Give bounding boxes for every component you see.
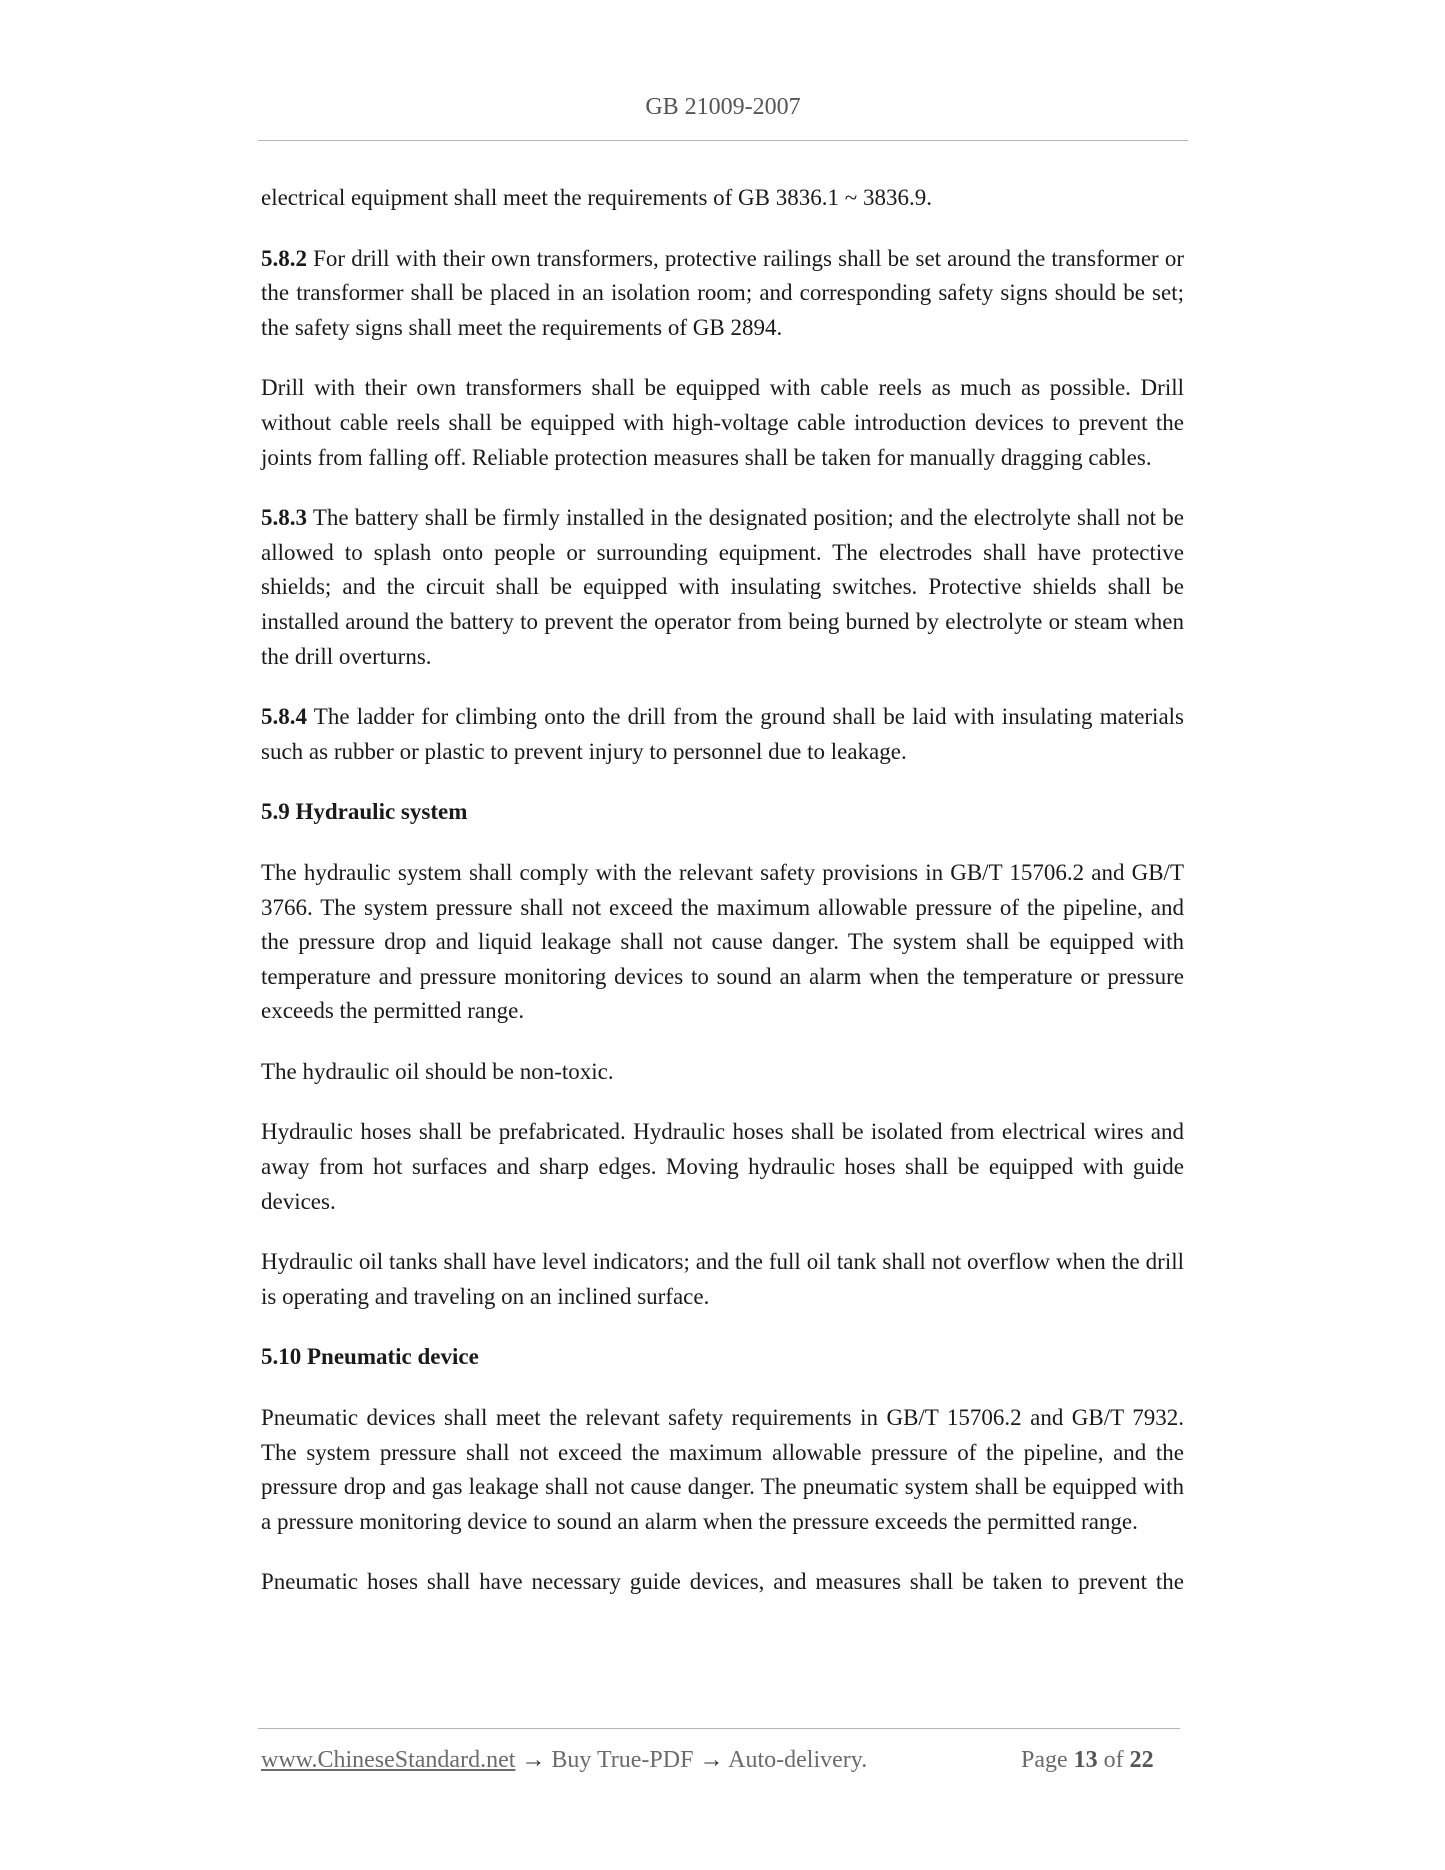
paragraph-hydraulic-oil: The hydraulic oil should be non-toxic.	[261, 1058, 614, 1084]
auto-delivery-text: Auto-delivery.	[728, 1747, 868, 1773]
clause-5-8-3	[261, 501, 1184, 674]
footer-links	[261, 1747, 867, 1774]
paragraph-pneumatic-hoses: Pneumatic hoses shall have necessary guide devices, and measures shall be taken to prevent the	[261, 1569, 1184, 1595]
page-label: Page	[1021, 1747, 1068, 1773]
paragraph-cable-reels: Drill with their own transformers shall be equipped with cable reels as much as possible. Drill without cable reels shall be equipped with high-voltage cable introduction devices to prevent the joints from falling off. Reliable protection measures shall be taken for manually dragging cables.	[261, 375, 1184, 470]
arrow-right-icon: →	[699, 1747, 724, 1773]
header-divider	[258, 140, 1188, 141]
clause-text: The ladder for climbing onto the drill from the ground shall be laid with insulating materials such as rubber or plastic to prevent injury to personnel due to leakage.	[261, 704, 1184, 764]
clause-text: For drill with their own transformers, protective railings shall be set around the transformer or the transformer shall be placed in an isolation room; and corresponding safety signs should be set; the safety signs shall meet the requirements of GB 2894.	[261, 245, 1185, 340]
section-heading-hydraulic-system: 5.9 Hydraulic system	[261, 799, 468, 825]
footer-divider	[258, 1728, 1180, 1729]
page-current: 13	[1073, 1747, 1098, 1773]
document-body	[261, 181, 1184, 1600]
website-link[interactable]: www.ChineseStandard.net	[261, 1747, 516, 1773]
paragraph-electrical-equipment: electrical equipment shall meet the requirements of GB 3836.1 ~ 3836.9.	[261, 185, 932, 210]
clause-5-8-2	[261, 242, 1184, 346]
clause-number: 5.8.3	[261, 505, 307, 531]
paragraph-pneumatic-devices: Pneumatic devices shall meet the relevant safety requirements in GB/T 15706.2 and GB/T 7932. The system pressure shall not exceed the maximum allowable pressure of the pipeline, and the pressure drop and gas leakage shall not cause danger. The pneumatic system shall be equipped with a pressure monitoring device to sound an alarm when the pressure exceeds the permitted range.	[261, 1405, 1184, 1534]
page-number	[1021, 1747, 1154, 1774]
arrow-right-icon: →	[521, 1747, 546, 1773]
page-of-label: of	[1103, 1747, 1124, 1773]
page-total: 22	[1129, 1747, 1154, 1773]
clause-5-8-4	[261, 700, 1184, 769]
paragraph-hydraulic-oil-tanks: Hydraulic oil tanks shall have level indicators; and the full oil tank shall not overflow when the drill is operating and traveling on an inclined surface.	[261, 1249, 1184, 1309]
clause-number: 5.8.2	[261, 245, 307, 271]
buy-true-pdf-link[interactable]: Buy True-PDF	[551, 1747, 694, 1773]
clause-number: 5.8.4	[261, 704, 307, 730]
paragraph-hydraulic-system: The hydraulic system shall comply with the relevant safety provisions in GB/T 15706.2 and GB/T 3766. The system pressure shall not exceed the maximum allowable pressure of the pipeline, and the pressure drop and liquid leakage shall not cause danger. The system shall be equipped with temperature and pressure monitoring devices to sound an alarm when the temperature or pressure exceeds the permitted range.	[261, 859, 1184, 1024]
header-title: GB 21009-2007	[645, 94, 801, 120]
clause-text: The battery shall be firmly installed in the designated position; and the electrolyte shall not be allowed to splash onto people or surrounding equipment. The electrodes shall have protective shields; and the circuit shall be equipped with insulating switches. Protective shields shall be installed around the battery to prevent the operator from being burned by electrolyte or steam when the drill overturns.	[261, 505, 1184, 669]
section-heading-pneumatic-device: 5.10 Pneumatic device	[261, 1344, 479, 1370]
paragraph-hydraulic-hoses: Hydraulic hoses shall be prefabricated. Hydraulic hoses shall be isolated from electrical wires and away from hot surfaces and sharp edges. Moving hydraulic hoses shall be equipped with guide devices.	[261, 1119, 1184, 1214]
